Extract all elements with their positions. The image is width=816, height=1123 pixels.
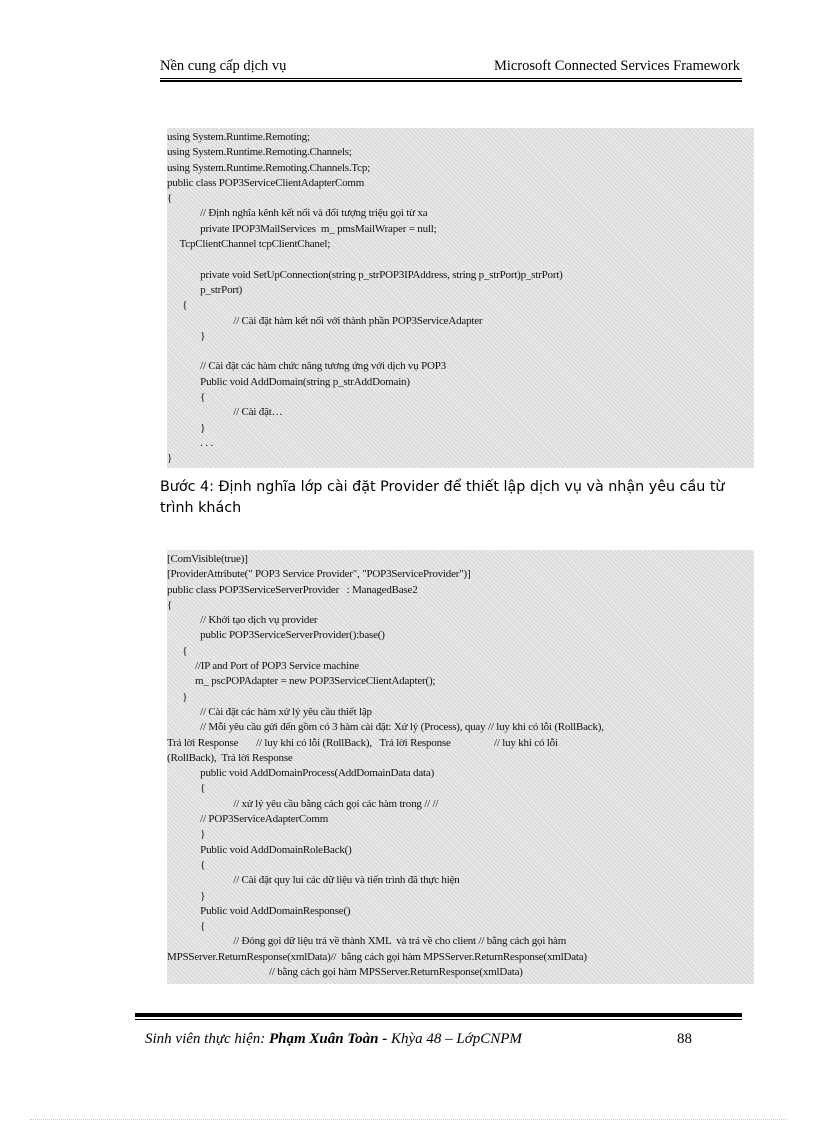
code-line: {	[167, 858, 206, 871]
code-line: TcpClientChannel tcpClientChanel;	[167, 238, 331, 251]
code-block-2	[167, 550, 754, 984]
header-left-title: Nền cung cấp dịch vụ	[160, 58, 287, 74]
code-line: {	[167, 644, 188, 657]
step-4-line-2: trình khách	[160, 500, 242, 516]
code-line: // Khởi tạo dịch vụ provider	[167, 614, 318, 627]
code-line: [ComVisible(true)]	[167, 553, 248, 565]
code-line: }	[167, 329, 206, 342]
footer-rule-thick	[135, 1013, 742, 1017]
code-line: p_strPort)	[167, 283, 243, 296]
code-line: //IP and Port of POP3 Service machine	[167, 660, 359, 673]
step-4-paragraph	[160, 477, 750, 519]
code-line: public class POP3ServiceClientAdapterComm	[167, 176, 365, 189]
header-right-title: Microsoft Connected Services Framework	[493, 58, 740, 74]
code-line: MPSServer.ReturnResponse(xmlData)// bằng cách gọi hàm MPSServer.ReturnResponse(xmlData)	[167, 950, 587, 963]
code-line: {	[167, 391, 206, 404]
code-line: // Đóng gọi dữ liệu trả về thành XML và trả về cho client // bằng cách gọi hàm	[167, 935, 567, 948]
code-line: . . .	[167, 436, 213, 449]
code-line: using System.Runtime.Remoting;	[167, 131, 310, 143]
code-line: Trả lời Response // luy khi có lỗi (RollBack), Trả lời Response // luy khi có lỗi	[167, 736, 558, 749]
page-footer	[145, 1031, 705, 1048]
code-line: // Định nghĩa kênh kết nối và đối tượng triệu gọi từ xa	[167, 207, 428, 220]
code-line: public POP3ServiceServerProvider():base()	[167, 629, 385, 642]
code-line: using System.Runtime.Remoting.Channels.Tcp;	[167, 161, 370, 174]
code-line: }	[167, 889, 206, 902]
page-number: 88	[677, 1031, 692, 1047]
code-line: // bằng cách gọi hàm MPSServer.ReturnResponse(xmlData)	[167, 966, 523, 979]
code-line: Public void AddDomain(string p_strAddDomain)	[167, 375, 410, 388]
code-line: using System.Runtime.Remoting.Channels;	[167, 146, 352, 159]
code-line: {	[167, 299, 188, 312]
footer-rule-thin	[135, 1019, 742, 1020]
code-line: }	[167, 690, 188, 703]
code-line: // Cài đặt các hàm xử lý yêu cầu thiết lập	[167, 705, 372, 718]
code-line: // Mỗi yêu cầu gửi đến gồm có 3 hàm cài đặt: Xử lý (Process), quay // luy khi có lỗi (RollBack),	[167, 721, 604, 734]
code-line: // Cài đặt các hàm chức năng tương ứng với dịch vụ POP3	[167, 360, 446, 373]
code-line: {	[167, 782, 206, 795]
footer-course: Khỳa 48 – LớpCNPM	[390, 1031, 522, 1047]
code-line: }	[167, 421, 206, 434]
code-line: // Cài đặt…	[167, 406, 283, 419]
code-line: [ProviderAttribute(" POP3 Service Provider", "POP3ServiceProvider")]	[167, 568, 471, 581]
code-line: {	[167, 598, 173, 611]
footer-author: Phạm Xuân Toàn -	[268, 1031, 391, 1047]
code-line: }	[167, 828, 206, 841]
code-line: private void SetUpConnection(string p_strPOP3IPAddress, string p_strPort)p_strPort)	[167, 268, 563, 281]
code-line: // Cài đặt hàm kết nối với thành phần POP3ServiceAdapter	[167, 314, 483, 327]
footer-label: Sinh viên thực hiện:	[145, 1031, 269, 1047]
code-line: private IPOP3MailServices m_ pmsMailWraper = null;	[167, 222, 437, 235]
header-rule-thick	[160, 80, 742, 82]
code-line	[167, 344, 754, 359]
code-line	[167, 252, 754, 267]
code-line: public class POP3ServiceServerProvider : ManagedBase2	[167, 583, 418, 596]
header-rule-thin	[160, 78, 742, 79]
code-line: }	[167, 452, 173, 465]
page-header	[160, 58, 740, 78]
code-line: Public void AddDomainRoleBack()	[167, 843, 352, 856]
code-line: m_ pscPOPAdapter = new POP3ServiceClientAdapter();	[167, 675, 436, 688]
code-line: {	[167, 192, 173, 205]
code-line: Public void AddDomainResponse()	[167, 904, 351, 917]
code-line: // xử lý yêu cầu bằng cách gọi các hàm trong // //	[167, 797, 439, 810]
code-line: // POP3ServiceAdapterComm	[167, 813, 329, 826]
code-block-1	[167, 128, 754, 468]
code-line: // Cài đặt quy lui các dữ liệu và tiến trình đã thực hiện	[167, 874, 460, 887]
code-line: public void AddDomainProcess(AddDomainData data)	[167, 767, 435, 780]
page-bottom-dotted-rule	[30, 1119, 786, 1120]
step-4-line-1: Bước 4: Định nghĩa lớp cài đặt Provider để thiết lập dịch vụ và nhận yêu cầu từ	[160, 479, 725, 495]
code-line: (RollBack), Trả lời Response	[167, 751, 293, 764]
code-line: {	[167, 920, 206, 933]
